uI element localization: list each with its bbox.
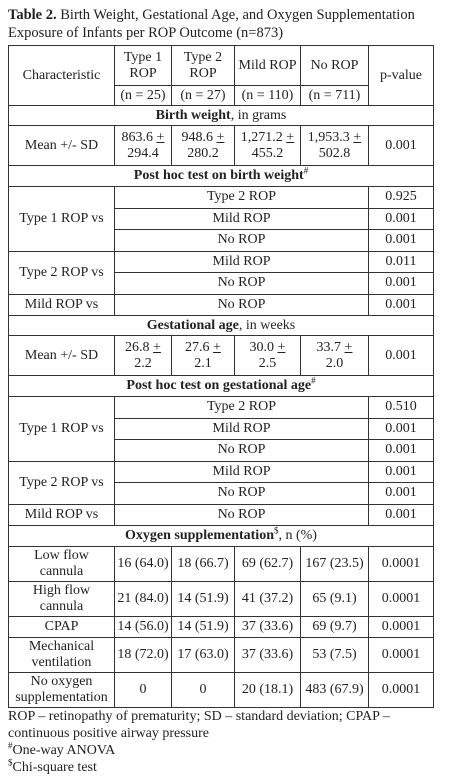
header-group-n: (n = 25) — [115, 86, 172, 106]
posthoc-row — [9, 504, 434, 526]
p-value: 0.001 — [369, 504, 434, 526]
mean-value: 1,271.2 — [240, 129, 287, 145]
header-row-1 — [9, 46, 434, 86]
mean-sd-cell — [235, 336, 301, 376]
posthoc-comparison: No ROP — [115, 294, 369, 316]
section-title — [9, 316, 434, 336]
header-group-n: (n = 110) — [235, 86, 301, 106]
plus-minus-sign: + — [153, 339, 161, 355]
p-value: 0.001 — [369, 418, 434, 440]
footnote-anova: #One-way ANOVA — [8, 740, 116, 758]
section-title-bold: Post hoc test on birth weight — [133, 168, 304, 183]
plus-minus-sign: + — [156, 129, 165, 145]
p-value: 0.001 — [369, 440, 434, 462]
sd-value: 2.1 — [194, 355, 212, 371]
mean-value: 26.8 — [125, 339, 154, 355]
table-title: Birth Weight, Gestational Age, and Oxygen Supplementation Exposure of Infants per ROP Outcome (n=873) — [8, 7, 415, 41]
header-group-name: Mild ROP — [235, 46, 301, 86]
count-percent: 69 (62.7) — [235, 547, 301, 582]
posthoc-group-label: Type 1 ROP vs — [9, 187, 115, 252]
sd-value: 502.8 — [318, 145, 351, 161]
row-label: Low flow cannula — [9, 547, 115, 582]
header-group-n: (n = 27) — [172, 86, 235, 106]
posthoc-comparison: No ROP — [115, 504, 369, 526]
mean-value: 1,953.3 — [307, 129, 354, 145]
p-value: 0.001 — [369, 208, 434, 230]
row-label: High flow cannula — [9, 582, 115, 617]
posthoc-group-label: Type 1 ROP vs — [9, 397, 115, 462]
p-value: 0.011 — [369, 251, 434, 273]
posthoc-group-label: Mild ROP vs — [9, 294, 115, 316]
sd-value: 294.4 — [127, 145, 159, 161]
mean-value: 948.6 — [181, 129, 217, 145]
plus-minus-sign: + — [216, 129, 225, 145]
count-percent: 17 (63.0) — [172, 638, 235, 673]
p-value: 0.0001 — [369, 547, 434, 582]
section-title — [9, 376, 434, 397]
section-footnote-marker: # — [303, 165, 309, 176]
count-percent: 0 — [115, 673, 172, 708]
abbreviations-note: ROP – retinopathy of prematurity; SD – standard deviation; CPAP – continuous positive airway pressure — [8, 709, 390, 741]
mean-value: 33.7 — [316, 339, 345, 355]
p-value: 0.0001 — [369, 582, 434, 617]
section-title-bold: Post hoc test on gestational age — [126, 378, 312, 393]
p-value: 0.925 — [369, 187, 434, 209]
table-caption — [8, 6, 444, 42]
header-group-name: No ROP — [301, 46, 369, 86]
count-percent: 483 (67.9) — [301, 673, 369, 708]
mean-row — [9, 126, 434, 166]
mean-row — [9, 336, 434, 376]
count-percent: 16 (64.0) — [115, 547, 172, 582]
section-footnote-marker: # — [311, 375, 316, 386]
mean-sd-cell — [235, 126, 301, 166]
plus-minus-sign: + — [353, 129, 362, 145]
section-title — [9, 166, 434, 187]
results-table — [8, 45, 434, 708]
mean-sd-cell — [301, 126, 369, 166]
row-label: No oxygen supplementation — [9, 673, 115, 708]
header-group-name: Type 1 ROP — [115, 46, 172, 86]
p-value: 0.0001 — [369, 673, 434, 708]
count-percent: 41 (37.2) — [235, 582, 301, 617]
sd-value: 455.2 — [251, 145, 284, 161]
posthoc-row — [9, 251, 434, 273]
count-percent: 20 (18.1) — [235, 673, 301, 708]
sd-value: 2.2 — [134, 355, 152, 371]
section-title-bold: Birth weight — [155, 107, 231, 123]
posthoc-comparison: Mild ROP — [115, 208, 369, 230]
posthoc-comparison: No ROP — [115, 230, 369, 252]
plus-minus-sign: + — [277, 339, 286, 355]
sd-value: 2.0 — [325, 355, 344, 371]
p-value: 0.001 — [369, 294, 434, 316]
mean-sd-cell — [172, 336, 235, 376]
posthoc-row — [9, 187, 434, 209]
row-label: Mean +/- SD — [9, 126, 115, 166]
sd-value: 2.5 — [258, 355, 277, 371]
p-value: 0.001 — [369, 336, 434, 376]
p-value: 0.0001 — [369, 617, 434, 638]
count-percent: 69 (9.7) — [301, 617, 369, 638]
posthoc-row — [9, 294, 434, 316]
header-pvalue: p-value — [369, 46, 434, 106]
row-label: Mean +/- SD — [9, 336, 115, 376]
p-value: 0.001 — [369, 461, 434, 483]
plus-minus-sign: + — [344, 339, 353, 355]
section-row — [9, 106, 434, 126]
section-title-bold: Oxygen supplementation — [125, 528, 274, 543]
section-title — [9, 106, 434, 126]
posthoc-row — [9, 461, 434, 483]
sd-value: 280.2 — [187, 145, 219, 161]
count-percent: 14 (51.9) — [172, 582, 235, 617]
table-notes — [8, 708, 444, 776]
p-value: 0.510 — [369, 397, 434, 419]
count-percent: 18 (66.7) — [172, 547, 235, 582]
mean-sd-cell — [115, 126, 172, 166]
section-title-bold: Gestational age — [146, 317, 239, 333]
mean-sd-cell — [301, 336, 369, 376]
p-value: 0.001 — [369, 483, 434, 505]
posthoc-comparison: Mild ROP — [115, 251, 369, 273]
mean-sd-cell — [115, 336, 172, 376]
count-percent: 14 (51.9) — [172, 617, 235, 638]
footnote-chisquare: $Chi-square test — [8, 757, 97, 775]
posthoc-row — [9, 397, 434, 419]
p-value: 0.001 — [369, 126, 434, 166]
header-group-n: (n = 711) — [301, 86, 369, 106]
posthoc-group-label: Mild ROP vs — [9, 504, 115, 526]
count-percent: 53 (7.5) — [301, 638, 369, 673]
section-unit: , n (%) — [278, 528, 317, 543]
section-row — [9, 526, 434, 547]
section-unit: , in weeks — [238, 317, 296, 333]
count-percent: 18 (72.0) — [115, 638, 172, 673]
section-footnote-marker: $ — [273, 525, 279, 536]
count-percent: 65 (9.1) — [301, 582, 369, 617]
posthoc-group-label: Type 2 ROP vs — [9, 251, 115, 294]
posthoc-comparison: No ROP — [115, 273, 369, 295]
p-value: 0.001 — [369, 230, 434, 252]
oxygen-row — [9, 673, 434, 708]
oxygen-row — [9, 547, 434, 582]
count-percent: 37 (33.6) — [235, 617, 301, 638]
oxygen-row — [9, 638, 434, 673]
count-percent: 21 (84.0) — [115, 582, 172, 617]
oxygen-row — [9, 617, 434, 638]
plus-minus-sign: + — [286, 129, 295, 145]
posthoc-comparison: No ROP — [115, 440, 369, 462]
row-label: CPAP — [9, 617, 115, 638]
posthoc-comparison: No ROP — [115, 483, 369, 505]
section-row — [9, 316, 434, 336]
mean-value: 27.6 — [185, 339, 214, 355]
count-percent: 37 (33.6) — [235, 638, 301, 673]
header-group-name: Type 2 ROP — [172, 46, 235, 86]
posthoc-comparison: Mild ROP — [115, 461, 369, 483]
oxygen-row — [9, 582, 434, 617]
table-label: Table 2. — [8, 7, 57, 23]
p-value: 0.0001 — [369, 638, 434, 673]
count-percent: 167 (23.5) — [301, 547, 369, 582]
table-body — [9, 46, 434, 708]
mean-sd-cell — [172, 126, 235, 166]
section-unit: , in grams — [230, 107, 287, 123]
count-percent: 14 (56.0) — [115, 617, 172, 638]
posthoc-group-label: Type 2 ROP vs — [9, 461, 115, 504]
plus-minus-sign: + — [213, 339, 221, 355]
mean-value: 30.0 — [249, 339, 278, 355]
count-percent: 0 — [172, 673, 235, 708]
posthoc-comparison: Type 2 ROP — [115, 187, 369, 209]
section-row — [9, 376, 434, 397]
row-label: Mechanical ventilation — [9, 638, 115, 673]
posthoc-comparison: Type 2 ROP — [115, 397, 369, 419]
p-value: 0.001 — [369, 273, 434, 295]
posthoc-comparison: Mild ROP — [115, 418, 369, 440]
mean-value: 863.6 — [121, 129, 157, 145]
section-title — [9, 526, 434, 547]
section-row — [9, 166, 434, 187]
header-characteristic: Characteristic — [9, 46, 115, 106]
